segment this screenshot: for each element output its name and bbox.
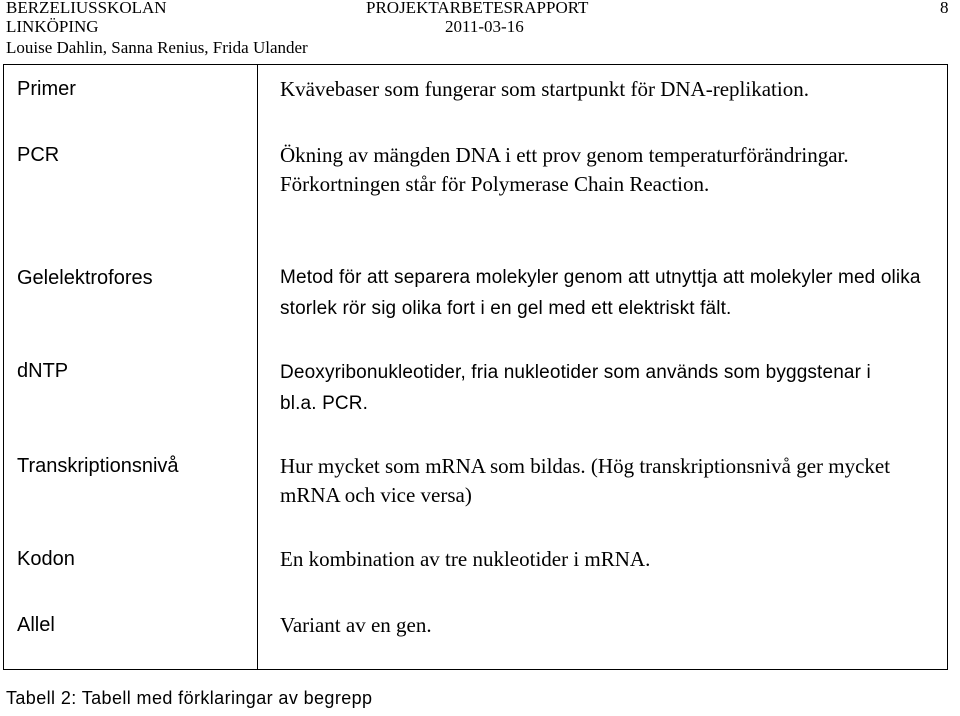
header-report-type: PROJEKTARBETESRAPPORT (366, 0, 589, 17)
header-authors: Louise Dahlin, Sanna Renius, Frida Ulander (6, 38, 308, 57)
term-kodon: Kodon (17, 548, 75, 570)
terms-table (3, 64, 948, 670)
definition-pcr: Ökning av mängden DNA i ett prov genom temperaturförändringar. Förkortningen står för Polymerase Chain Reaction. (280, 143, 849, 196)
term-primer: Primer (17, 78, 76, 100)
header-date: 2011-03-16 (445, 17, 524, 36)
term-pcr: PCR (17, 144, 60, 166)
definition-dntp: Deoxyribonukleotider, fria nukleotider som används som byggstenar i bl.a. PCR. (280, 362, 871, 414)
term-dntp: dNTP (17, 360, 69, 382)
definition-allel: Variant av en gen. (280, 613, 432, 637)
term-gelelektrofores: Gelelektrofores (17, 267, 153, 289)
definition-kodon: En kombination av tre nukleotider i mRNA. (280, 547, 651, 571)
header-school: BERZELIUSSKOLAN (6, 0, 167, 17)
term-allel: Allel (17, 614, 55, 636)
page-number: 8 (940, 0, 949, 17)
header-city: LINKÖPING (6, 17, 99, 36)
column-divider (257, 65, 258, 669)
definition-transkriptionsniva: Hur mycket som mRNA som bildas. (Hög transkriptionsnivå ger mycket mRNA och vice versa) (280, 454, 891, 507)
term-transkriptionsniva: Transkriptionsnivå (17, 455, 179, 477)
definition-primer: Kvävebaser som fungerar som startpunkt för DNA-replikation. (280, 77, 809, 101)
page-header (6, 0, 954, 62)
table-caption: Tabell 2: Tabell med förklaringar av begrepp (6, 688, 373, 708)
definition-gelelektrofores: Metod för att separera molekyler genom att utnyttja att molekyler med olika storlek rör sig olika fort i en gel med ett elektriskt fält. (280, 267, 921, 319)
